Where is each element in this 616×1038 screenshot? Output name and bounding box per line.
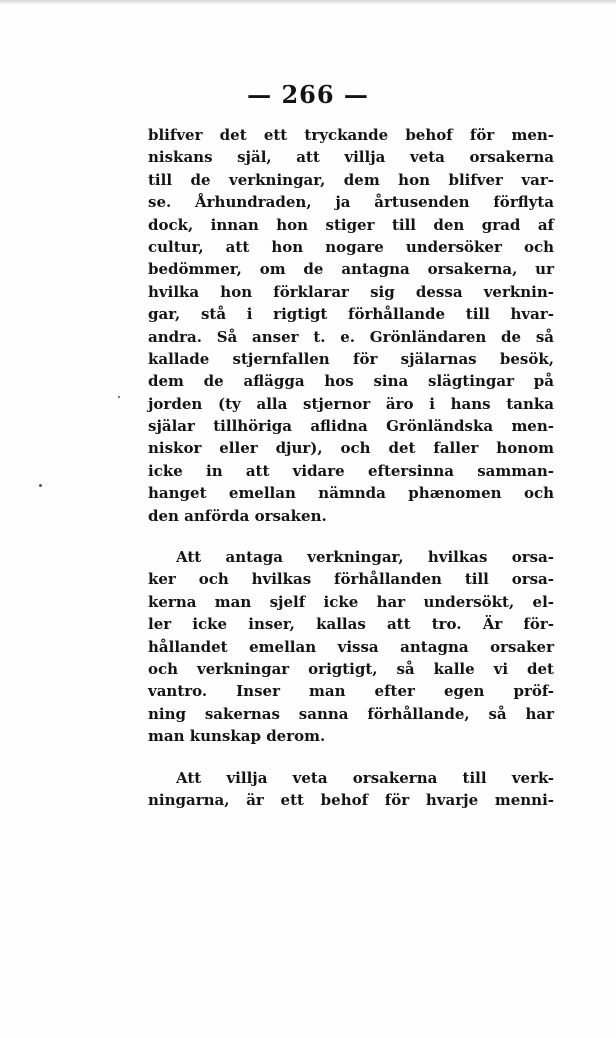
text-line: den anförda orsaken.	[148, 506, 327, 525]
text-line: hvilka hon förklarar sig dessa verknin-	[148, 282, 554, 301]
paper-speck	[39, 484, 42, 487]
page-top-edge	[0, 0, 616, 5]
text-line: se. Århundraden, ja årtusenden förflyta	[148, 193, 554, 212]
paragraph-spacer	[148, 748, 554, 767]
text-line: Att villja veta orsakerna till verk-	[176, 768, 554, 787]
text-line: andra. Så anser t. e. Grönländaren de så	[148, 327, 554, 346]
text-line: hanget emellan nämnda phænomen och	[148, 484, 554, 503]
text-line: ler icke inser, kallas att tro. Är för-	[148, 615, 554, 634]
paragraph-1	[148, 124, 554, 527]
text-line: själar tillhöriga aflidna Grönländska men-	[148, 417, 554, 436]
body-text	[148, 124, 554, 811]
text-line: kallade stjernfallen för själarnas besök,	[148, 349, 554, 368]
text-line: Att antaga verkningar, hvilkas orsa-	[176, 548, 554, 567]
text-line: ningarna, är ett behof för hvarje menni-	[148, 790, 554, 809]
paper-speck	[118, 396, 120, 398]
text-line: niskans själ, att villja veta orsakerna	[148, 148, 554, 167]
text-line: och verkningar origtigt, så kalle vi det	[148, 659, 554, 678]
text-line: jorden (ty alla stjernor äro i hans tanka	[148, 394, 554, 413]
paragraph-2	[148, 546, 554, 748]
text-line: kerna man sjelf icke har undersökt, el-	[148, 592, 554, 611]
text-line: icke in att vidare eftersinna samman-	[148, 461, 554, 480]
text-line: gar, stå i rigtigt förhållande till hvar-	[148, 305, 554, 324]
text-line: till de verkningar, dem hon blifver var-	[148, 170, 554, 189]
paragraph-3	[148, 767, 554, 812]
text-line: ning sakernas sanna förhållande, så har	[148, 704, 554, 723]
text-line: bedömmer, om de antagna orsakerna, ur	[148, 260, 554, 279]
text-line: vantro. Inser man efter egen pröf-	[148, 682, 554, 701]
text-line: cultur, att hon nogare undersöker och	[148, 237, 554, 256]
text-line: blifver det ett tryckande behof för men-	[148, 126, 554, 144]
text-line: dock, innan hon stiger till den grad af	[148, 215, 554, 234]
paragraph-spacer	[148, 527, 554, 546]
page-number-header: — 266 —	[247, 80, 369, 109]
text-line: ker och hvilkas förhållanden till orsa-	[148, 570, 554, 589]
text-line: man kunskap derom.	[148, 727, 326, 746]
text-line: niskor eller djur), och det faller honom	[148, 439, 554, 458]
text-line: hållandet emellan vissa antagna orsaker	[148, 637, 554, 656]
text-line: dem de aflägga hos sina slägtingar på	[148, 372, 554, 391]
